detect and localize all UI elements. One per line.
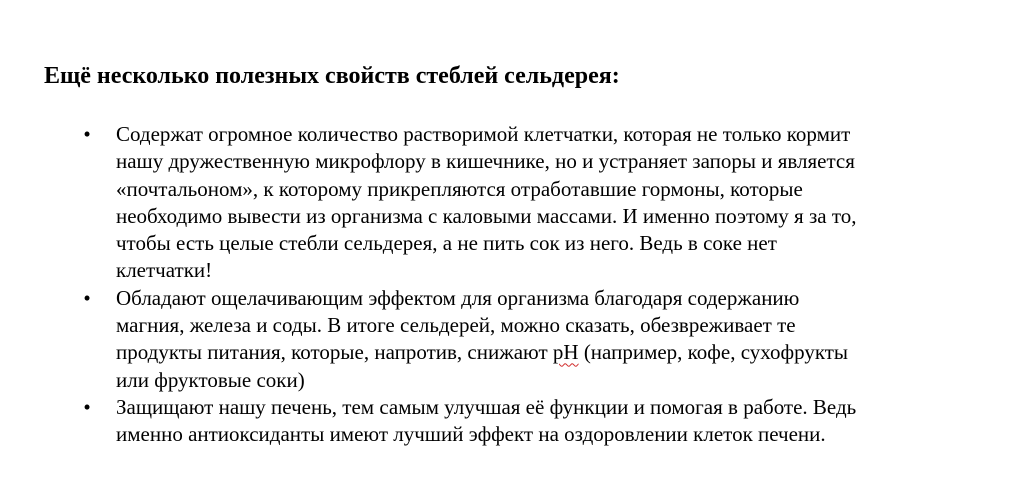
list-item-line: нашу дружественную микрофлору в кишечнике, но и устраняет запоры и является <box>116 149 855 174</box>
list-item-line: необходимо вывести из организма с каловыми массами. И именно поэтому я за то, <box>116 203 857 228</box>
list-item <box>0 121 976 285</box>
list-item-line: или фруктовые соки) <box>116 367 305 392</box>
list-item-line: клетчатки! <box>116 258 213 283</box>
list-item-line: магния, железа и соды. В итоге сельдерей, можно сказать, обезвреживает те <box>116 313 796 338</box>
line-text-after: (например, кофе, сухофрукты <box>578 340 849 365</box>
list-item-line <box>116 339 976 366</box>
bullet-icon: • <box>83 285 91 310</box>
list-item <box>0 394 976 449</box>
spellcheck-marked-word[interactable]: pH <box>552 340 579 365</box>
bullet-icon: • <box>83 394 91 419</box>
line-text-before: продукты питания, которые, напротив, снижают <box>116 340 553 365</box>
list-item-line: чтобы есть целые стебли сельдерея, а не пить сок из него. Ведь в соке нет <box>116 231 777 256</box>
document-heading: Ещё несколько полезных свойств стеблей сельдерея: <box>44 63 620 89</box>
list-item-line: Обладают ощелачивающим эффектом для организма благодаря содержанию <box>116 285 800 310</box>
list-item-line: Защищают нашу печень, тем самым улучшая её функции и помогая в работе. Ведь <box>116 394 857 419</box>
bullet-icon: • <box>83 122 91 146</box>
list-item-line: именно антиоксиданты имеют лучший эффект на оздоровлении клеток печени. <box>116 422 826 447</box>
list-item-line: «почтальоном», к которому прикрепляются отработавшие гормоны, которые <box>116 176 803 201</box>
list-item <box>0 285 976 394</box>
bullet-list <box>0 121 1032 449</box>
list-item-line: Содержат огромное количество растворимой клетчатки, которая не только кормит <box>116 122 851 146</box>
